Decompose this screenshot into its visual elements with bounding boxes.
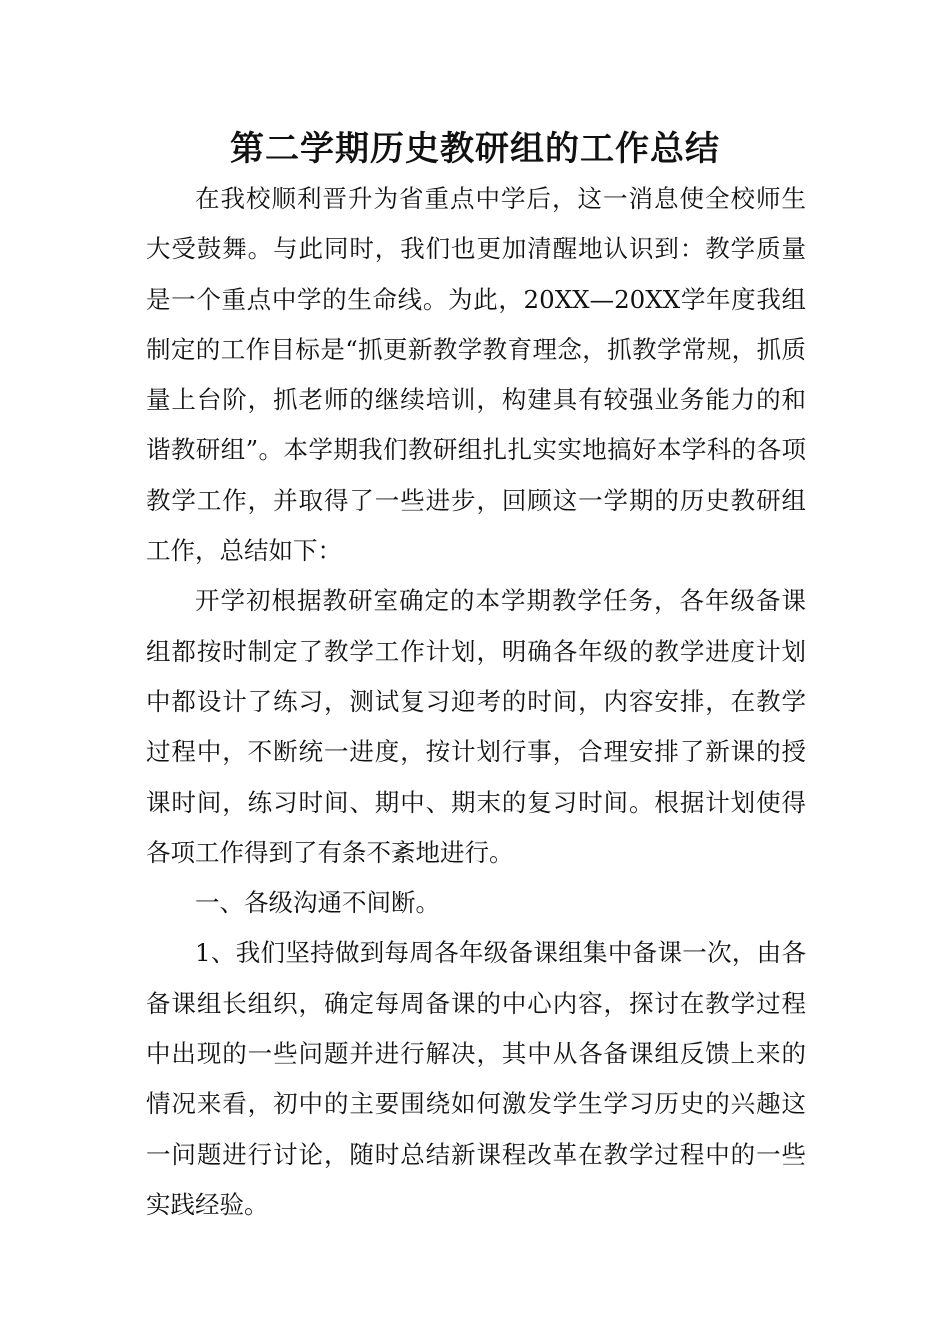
paragraph-plan: 开学初根据教研室确定的本学期教学任务，各年级备课组都按时制定了教学工作计划，明确各年级的教学进度计划中都设计了练习，测试复习迎考的时间，内容安排，在教学过程中，不断统一进度，按计划行事，合理安排了新课的授课时间，练习时间、期中、期末的复习时间。根据计划使得各项工作得到了有条不紊地进行。 <box>146 586 806 867</box>
section-heading-communication: 一、各级沟通不间断。 <box>195 888 440 918</box>
paragraph-intro: 在我校顺利晋升为省重点中学后，这一消息使全校师生大受鼓舞。与此同时，我们也更加清醒地认识到：教学质量是一个重点中学的生命线。为此，20XX—20XX学年度我组制定的工作目标是“抓更新教学教育理念，抓教学常规，抓质量上台阶，抓老师的继续培训，构建具有较强业务能力的和谐教研组”。本学期我们教研组扎扎实实地搞好本学科的各项教学工作，并取得了一些进步，回顾这一学期的历史教研组工作，总结如下： <box>146 184 806 566</box>
document-title: 第二学期历史教研组的工作总结 <box>230 129 720 169</box>
paragraph-item-1: 1、我们坚持做到每周各年级备课组集中备课一次，由各备课组长组织，确定每周备课的中心内容，探讨在教学过程中出现的一些问题并进行解决，其中从各备课组反馈上来的情况来看，初中的主要围绕如何激发学生学习历史的兴趣这一问题进行讨论，随时总结新课程改革在教学过程中的一些实践经验。 <box>146 938 806 1219</box>
document-body <box>146 174 806 1230</box>
